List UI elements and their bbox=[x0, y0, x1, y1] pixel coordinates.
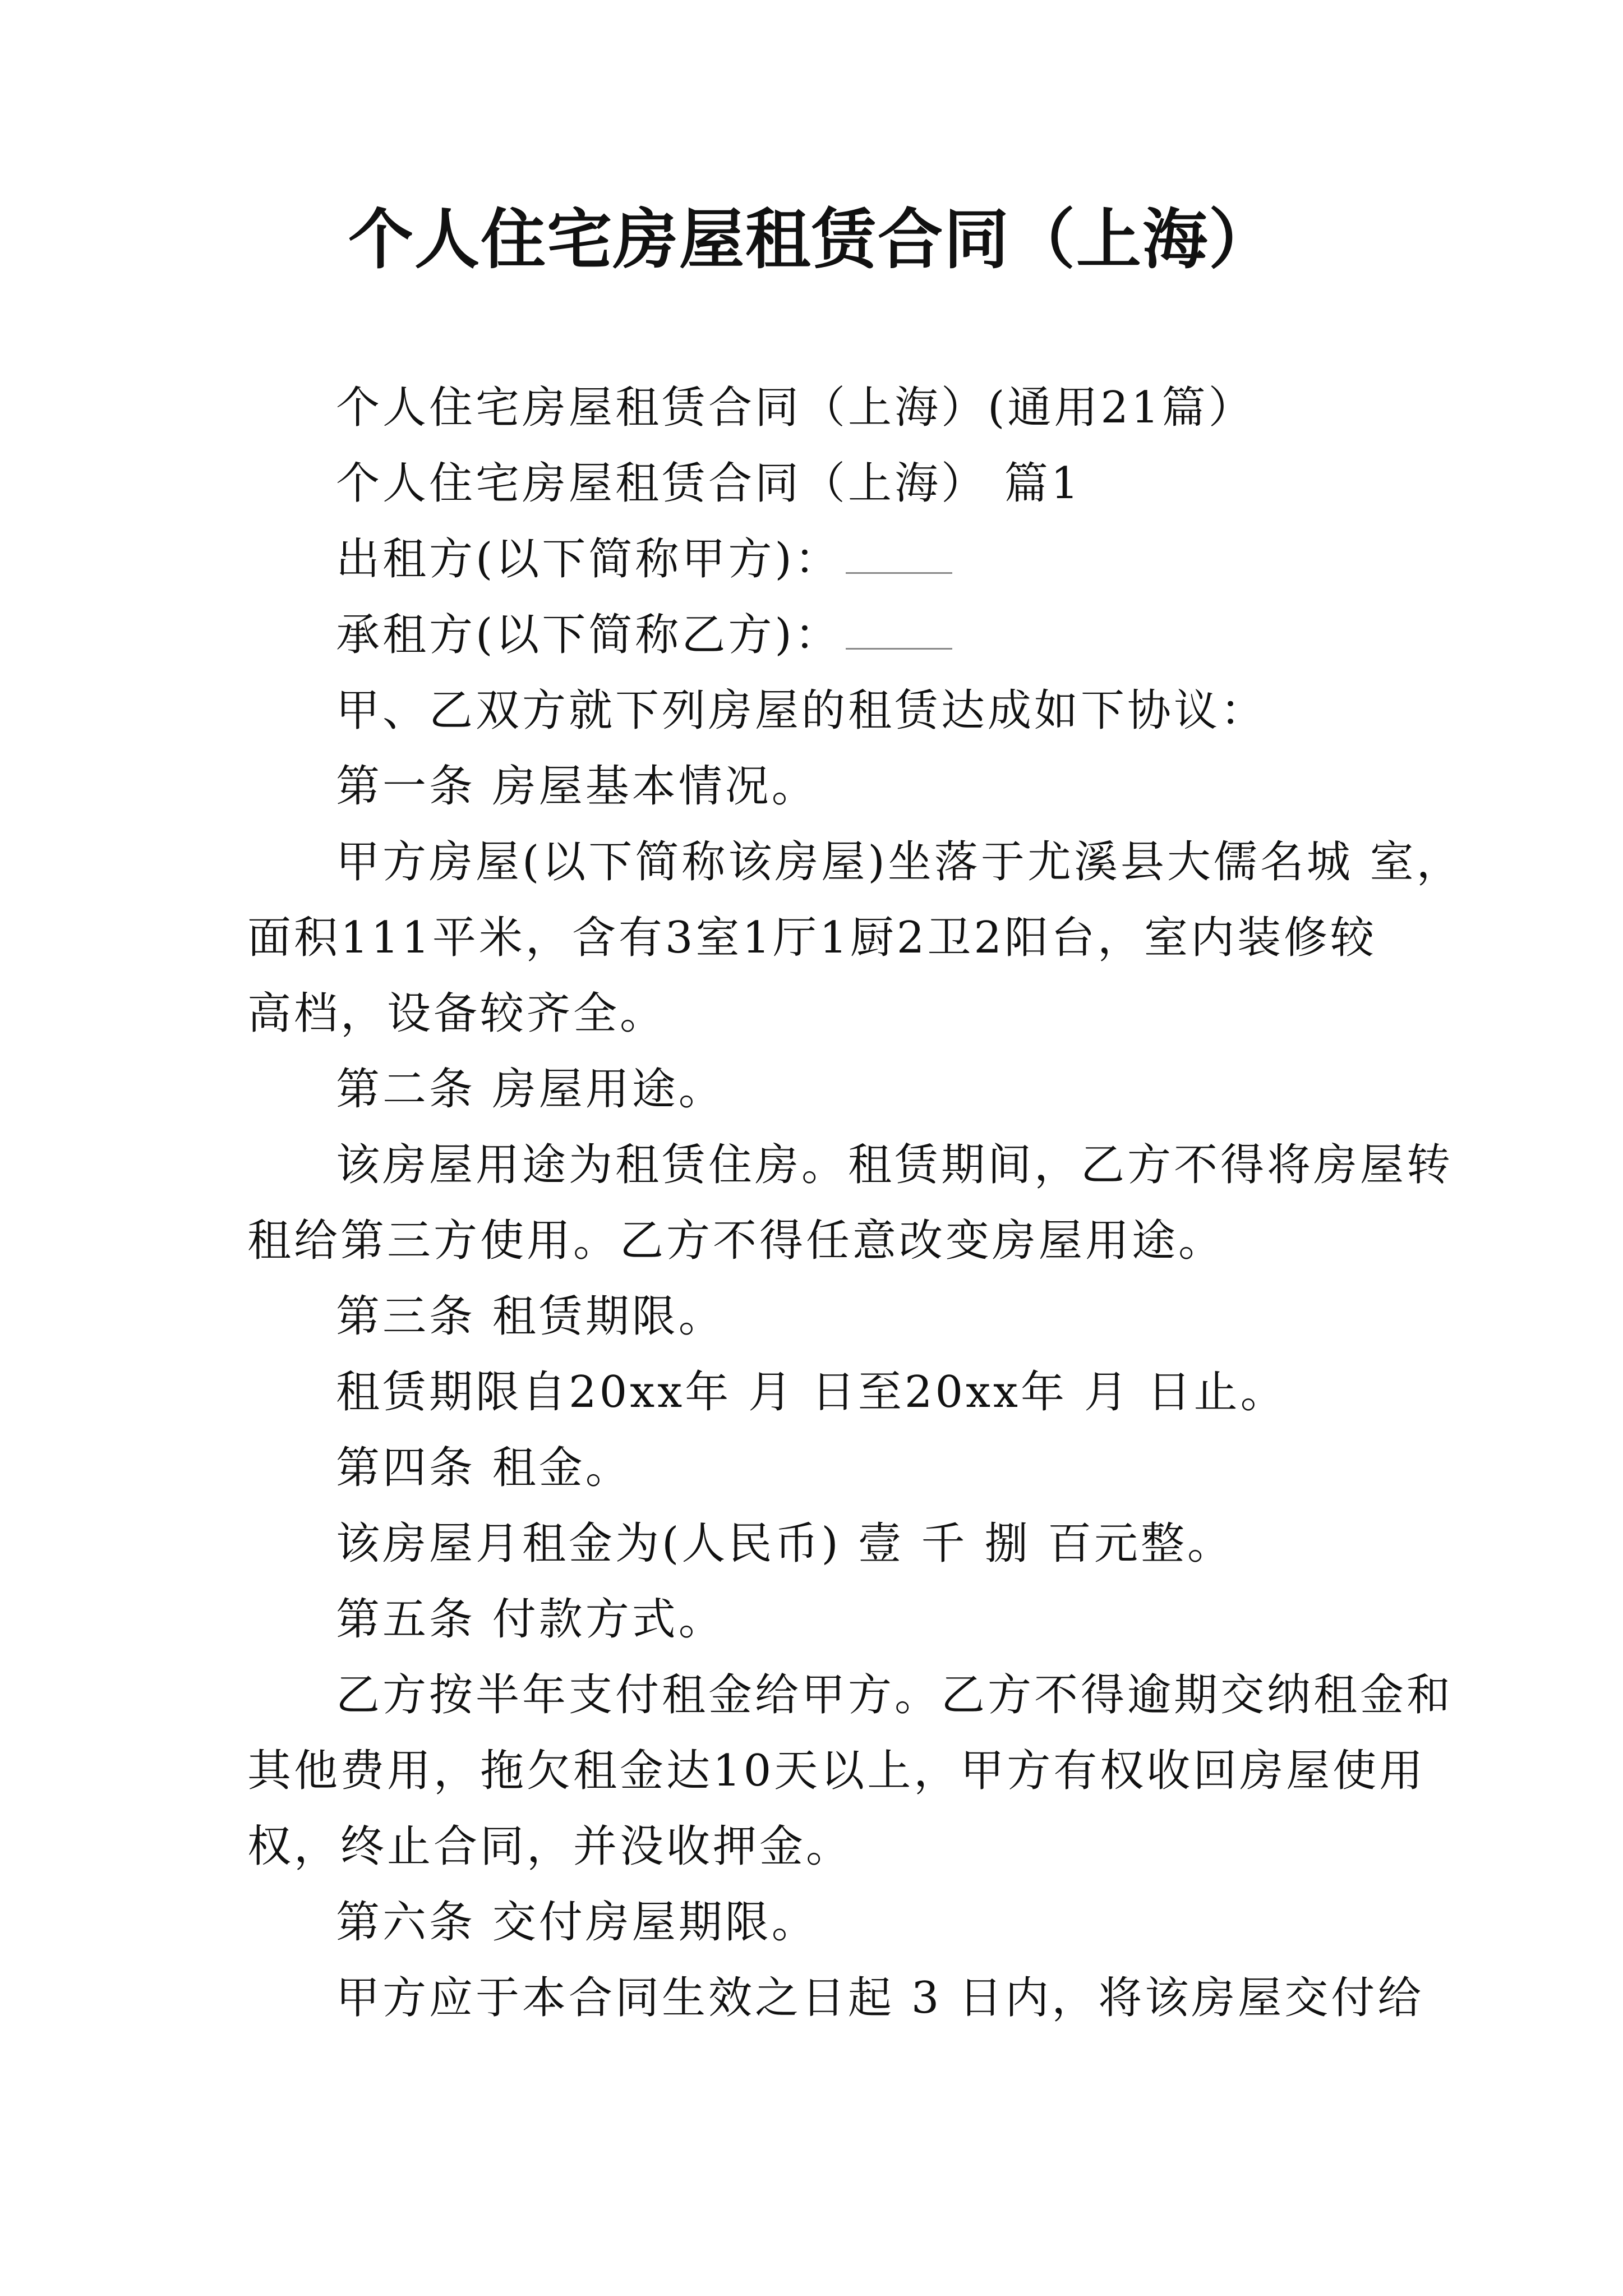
line-text: 承租方(以下简称乙方)： bbox=[336, 610, 841, 660]
line-text: 租给第三方使用。乙方不得任意改变房屋用途。 bbox=[247, 1216, 1225, 1266]
line-text: 乙方按半年支付租金给甲方。乙方不得逾期交纳租金和 bbox=[336, 1670, 1454, 1720]
line-text: 面积111平米，含有3室1厅1厨2卫2阳台，室内装修较 bbox=[247, 913, 1377, 963]
paragraph-line bbox=[247, 673, 1395, 749]
line-text: 甲、乙双方就下列房屋的租赁达成如下协议： bbox=[336, 685, 1267, 736]
article-heading bbox=[247, 1430, 1395, 1506]
article-heading bbox=[247, 749, 1395, 825]
paragraph-line bbox=[247, 1733, 1426, 1809]
line-text: 第四条 租金。 bbox=[336, 1443, 632, 1493]
paragraph-line bbox=[247, 1506, 1395, 1582]
line-text: 该房屋月租金为(人民币) 壹 千 捌 百元整。 bbox=[336, 1519, 1234, 1569]
lessee-line bbox=[247, 597, 1395, 673]
paragraph-line bbox=[247, 1961, 1424, 2036]
line-text: 第六条 交付房屋期限。 bbox=[336, 1897, 818, 1948]
article-heading bbox=[247, 1279, 1395, 1355]
line-text: 高档，设备较齐全。 bbox=[247, 988, 667, 1039]
lessee-blank bbox=[846, 612, 952, 650]
document-body bbox=[247, 370, 1463, 2036]
article-heading bbox=[247, 1052, 1395, 1128]
line-text: 第一条 房屋基本情况。 bbox=[336, 761, 818, 812]
line-text: 个人住宅房屋租赁合同（上海）(通用21篇） bbox=[336, 383, 1255, 433]
document-title: 个人住宅房屋租赁合同（上海） bbox=[348, 201, 1275, 278]
paragraph-line bbox=[247, 976, 1395, 1052]
lessor-blank bbox=[846, 536, 952, 574]
lessor-line bbox=[247, 522, 1395, 597]
paragraph-line bbox=[247, 1809, 1395, 1885]
line-text: 该房屋用途为租赁住房。租赁期间，乙方不得将房屋转 bbox=[336, 1140, 1454, 1190]
line-text: 第二条 房屋用途。 bbox=[336, 1064, 725, 1115]
line-text: 个人住宅房屋租赁合同（上海） 篇1 bbox=[336, 458, 1082, 509]
line-text: 出租方(以下简称甲方)： bbox=[336, 534, 841, 585]
paragraph-line bbox=[247, 1203, 1395, 1279]
paragraph-line bbox=[247, 1658, 1454, 1733]
article-heading bbox=[247, 1582, 1395, 1658]
line-text: 甲方应于本合同生效之日起 3 日内，将该房屋交付给 bbox=[336, 1973, 1424, 2023]
paragraph-line bbox=[247, 1128, 1454, 1203]
paragraph-line bbox=[247, 446, 1395, 522]
line-text: 其他费用，拖欠租金达10天以上，甲方有权收回房屋使用 bbox=[247, 1746, 1426, 1796]
line-text: 第五条 付款方式。 bbox=[336, 1594, 725, 1645]
line-text: 权，终止合同，并没收押金。 bbox=[247, 1821, 853, 1872]
paragraph-line bbox=[247, 1355, 1395, 1430]
paragraph-line bbox=[247, 370, 1395, 446]
line-text: 租赁期限自20xx年 月 日至20xx年 月 日止。 bbox=[336, 1367, 1287, 1418]
line-text: 第三条 租赁期限。 bbox=[336, 1291, 725, 1342]
line-text: 甲方房屋(以下简称该房屋)坐落于尤溪县大儒名城 室， bbox=[336, 837, 1463, 887]
paragraph-line bbox=[247, 900, 1395, 976]
article-heading bbox=[247, 1885, 1395, 1961]
paragraph-line bbox=[247, 825, 1463, 900]
